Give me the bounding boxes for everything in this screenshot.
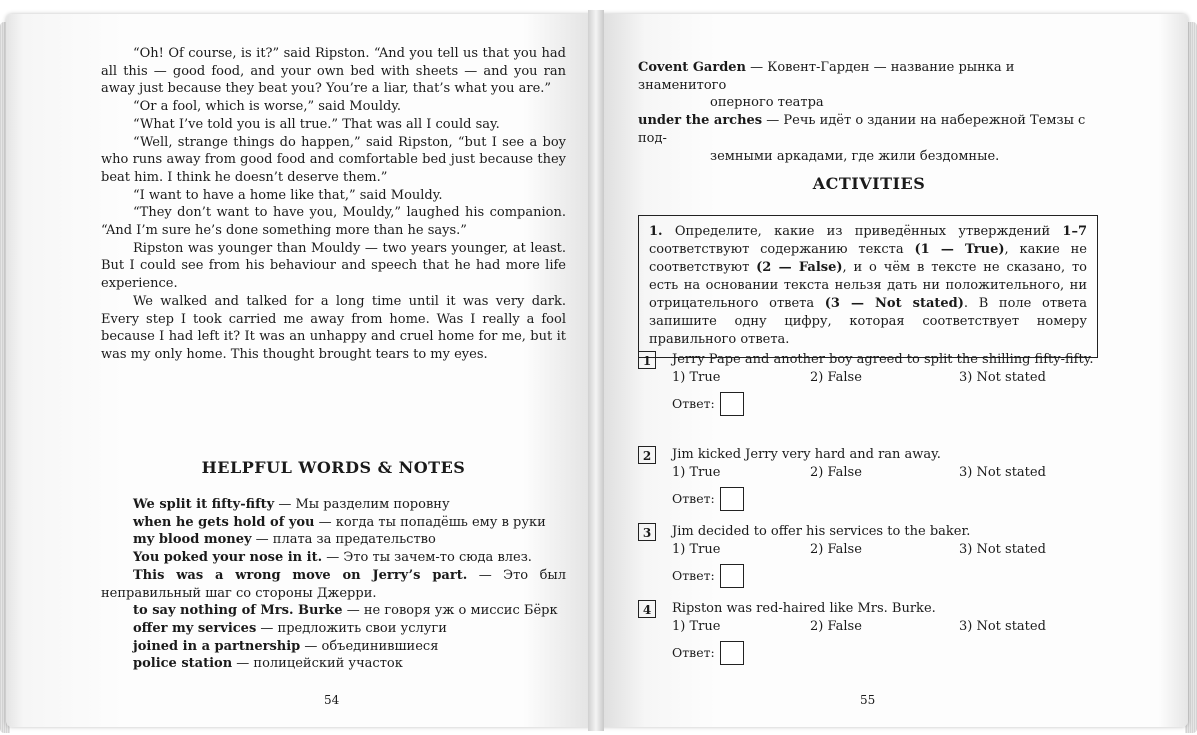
question-text: Jim kicked Jerry very hard and ran away. bbox=[672, 447, 941, 462]
option-false: 2) False bbox=[810, 369, 862, 385]
option-not-stated: 3) Not stated bbox=[959, 618, 1046, 634]
page-number-right: 55 bbox=[860, 693, 876, 707]
answer-box[interactable] bbox=[720, 392, 744, 416]
answer-row bbox=[672, 640, 1100, 666]
note-item: police station — полицейский участок bbox=[133, 656, 403, 672]
paragraph: “They don’t want to have you, Mouldy,” laughed his companion. “And I’m sure he’s done something more than he says.” bbox=[101, 205, 566, 239]
activities-heading: ACTIVITIES bbox=[812, 174, 926, 193]
left-page bbox=[6, 14, 594, 727]
question-number: 4 bbox=[638, 600, 656, 618]
paragraph: Ripston was younger than Mouldy — two years younger, at least. But I could see from his behaviour and speech that he had more life experience. bbox=[101, 240, 566, 292]
question-number: 1 bbox=[638, 351, 656, 369]
answer-label: Ответ: bbox=[672, 395, 715, 411]
answer-row bbox=[672, 391, 1100, 417]
notes-heading: HELPFUL WORDS & NOTES bbox=[201, 458, 466, 477]
paragraph: We walked and talked for a long time until it was very dark. Every step I took carried me away from home. Was I really a fool because I had left it? It was an unhappy and cruel home for me, but it was my only home. This thought brought tears to my eyes. bbox=[101, 293, 566, 362]
story-text bbox=[101, 45, 566, 364]
right-page bbox=[598, 14, 1188, 727]
answer-box[interactable] bbox=[720, 487, 744, 511]
question-number: 2 bbox=[638, 446, 656, 464]
task-instructions: 1. Определите, какие из приведённых утверждений 1–7 соответствуют содержанию текста (1 — True), какие не соответствуют (2 — False), и о чём в тексте не сказано, то есть на основании текста нельзя дать ни положительного, ни отрицательного ответа (3 — Not stated). В поле ответа запишите одну цифру, которая соответствует номеру правильного ответа. bbox=[638, 215, 1098, 358]
note-item: You poked your nose in it. — Это ты зачем-то сюда влез. bbox=[133, 550, 532, 566]
question-2 bbox=[638, 446, 1100, 512]
note-item: offer my services — предложить свои услуги bbox=[133, 620, 447, 636]
note-item: my blood money — плата за предательство bbox=[133, 532, 436, 548]
question-4 bbox=[638, 600, 1100, 666]
answer-label: Ответ: bbox=[672, 490, 715, 506]
note-item: joined in a partnership — объединившиеся bbox=[133, 638, 439, 654]
note-item: to say nothing of Mrs. Burke — не говоря уж о миссис Бёрк bbox=[133, 603, 558, 619]
question-text: Jerry Pape and another boy agreed to split the shilling fifty-fifty. bbox=[672, 352, 1094, 367]
paragraph: “Well, strange things do happen,” said Ripston, “but I see a boy who runs away from good food and comfortable bed just because they beat him. I think he doesn’t deserve them.” bbox=[101, 134, 566, 185]
option-not-stated: 3) Not stated bbox=[959, 464, 1046, 480]
note-item: This was a wrong move on Jerry’s part. — Это был неправильный шаг со стороны Джерри. bbox=[101, 567, 567, 601]
answer-label: Ответ: bbox=[672, 567, 715, 583]
option-false: 2) False bbox=[810, 464, 862, 480]
note-continuation: земными аркадами, где жили бездомные. bbox=[710, 148, 1000, 164]
page-number-left: 54 bbox=[324, 693, 340, 707]
answer-row bbox=[672, 486, 1100, 512]
option-not-stated: 3) Not stated bbox=[959, 369, 1046, 385]
paragraph: “What I’ve told you is all true.” That was all I could say. bbox=[133, 116, 500, 132]
question-number: 3 bbox=[638, 523, 656, 541]
option-true: 1) True bbox=[672, 464, 721, 480]
question-text: Jim decided to offer his services to the baker. bbox=[672, 524, 971, 539]
note-continuation: оперного театра bbox=[710, 95, 824, 111]
note-item: Covent Garden — Ковент-Гарден — название рынка и знаменитого bbox=[638, 60, 1015, 93]
question-3 bbox=[638, 523, 1100, 589]
book-gutter bbox=[588, 10, 604, 731]
notes-list-right bbox=[638, 59, 1100, 165]
question-text: Ripston was red-haired like Mrs. Burke. bbox=[672, 601, 936, 616]
answer-options bbox=[672, 464, 1100, 482]
option-false: 2) False bbox=[810, 618, 862, 634]
answer-box[interactable] bbox=[720, 641, 744, 665]
note-item: We split it fifty-fifty — Мы разделим поровну bbox=[133, 497, 450, 512]
note-item: under the arches — Речь идёт о здании на набережной Темзы с под- bbox=[638, 113, 1086, 146]
question-1 bbox=[638, 351, 1100, 417]
paragraph: “I want to have a home like that,” said Mouldy. bbox=[133, 187, 443, 203]
note-item: when he gets hold of you — когда ты попадёшь ему в руки bbox=[133, 514, 546, 530]
answer-box[interactable] bbox=[720, 564, 744, 588]
notes-list-left bbox=[101, 496, 566, 673]
option-not-stated: 3) Not stated bbox=[959, 541, 1046, 557]
paragraph: “Oh! Of course, is it?” said Ripston. “And you tell us that you had all this — good food, and your own bed with sheets — and you ran away just because they beat you? You’re a liar, that’s what you are.” bbox=[101, 46, 566, 97]
answer-options bbox=[672, 369, 1100, 387]
option-true: 1) True bbox=[672, 369, 721, 385]
answer-row bbox=[672, 563, 1100, 589]
option-true: 1) True bbox=[672, 541, 721, 557]
option-true: 1) True bbox=[672, 618, 721, 634]
paragraph: “Or a fool, which is worse,” said Mouldy. bbox=[133, 99, 402, 115]
option-false: 2) False bbox=[810, 541, 862, 557]
answer-label: Ответ: bbox=[672, 644, 715, 660]
answer-options bbox=[672, 541, 1100, 559]
answer-options bbox=[672, 618, 1100, 636]
